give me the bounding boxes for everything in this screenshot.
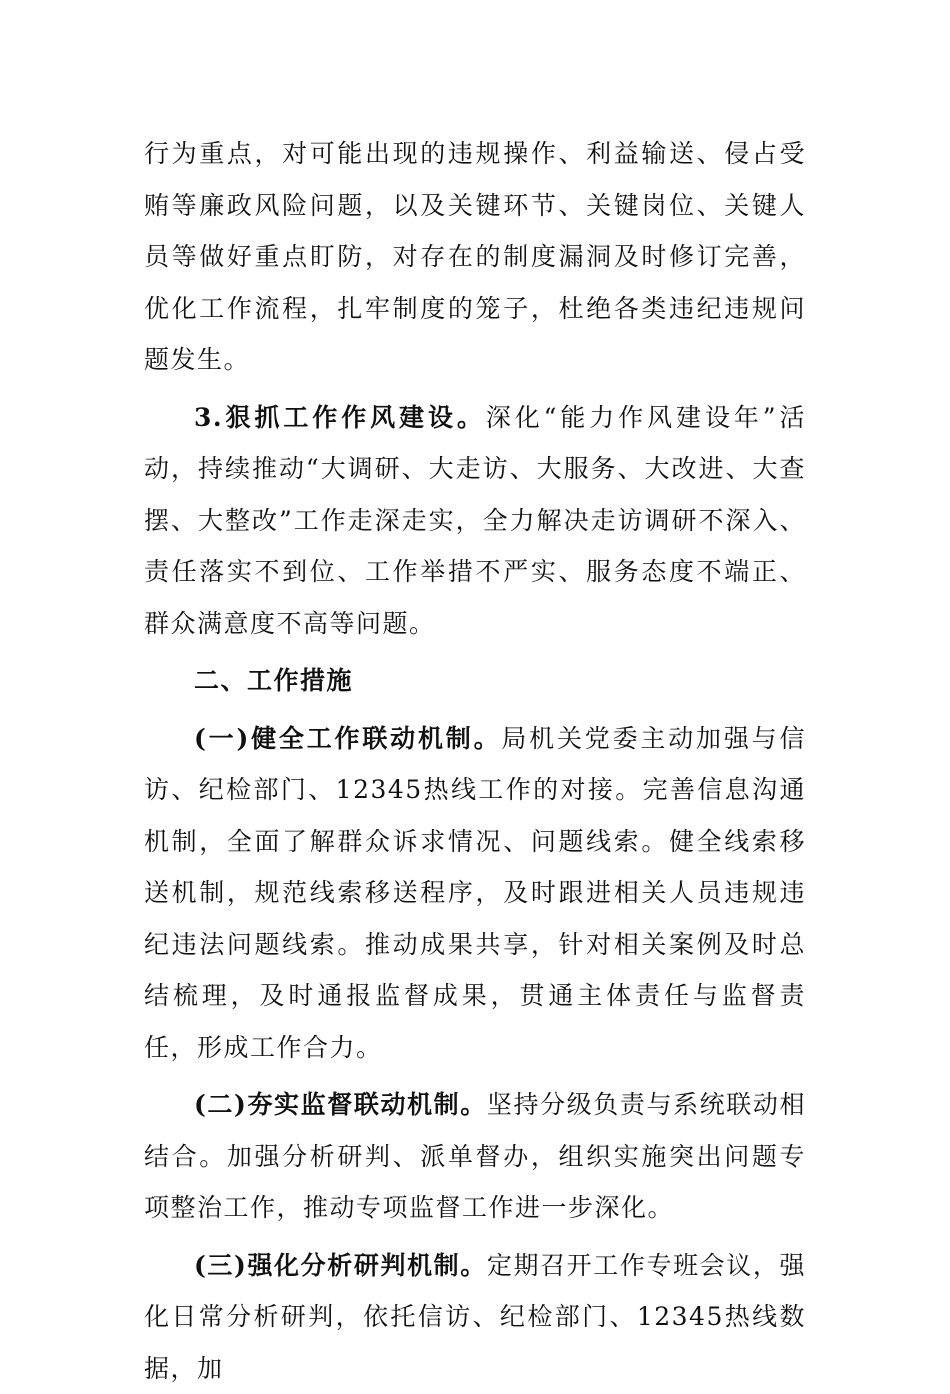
section-heading-measures: 二、工作措施 xyxy=(144,655,806,707)
item-3-text: 深化“能力作风建设年”活动，持续推动“大调研、大走访、大服务、大改进、大查摆、大整改”工作走深走实，全力解决走访调研不深入、责任落实不到位、工作举措不严实、服务态度不端正、群众满意度不高等问题。 xyxy=(144,403,806,638)
measure-3-lead: (三)强化分析研判机制。 xyxy=(194,1251,487,1280)
paragraph-measure-3 xyxy=(144,1240,806,1394)
paragraph-continuation: 行为重点，对可能出现的违规操作、利益输送、侵占受贿等廉政风险问题，以及关键环节、关键岗位、关键人员等做好重点盯防，对存在的制度漏洞及时修订完善，优化工作流程，扎牢制度的笼子，杜绝各类违纪违规问题发生。 xyxy=(144,128,806,386)
measure-2-lead: (二)夯实监督联动机制。 xyxy=(194,1090,487,1119)
paragraph-measure-1 xyxy=(144,713,806,1074)
document-body xyxy=(144,128,806,1394)
measure-2-text: 坚持分级负责与系统联动相结合。加强分析研判、派单督办，组织实施突出问题专项整治工作，推动专项监督工作进一步深化。 xyxy=(144,1090,806,1222)
measure-3-text: 定期召开工作专班会议，强化日常分析研判，依托信访、纪检部门、12345热线数据，加 xyxy=(144,1251,806,1383)
measure-1-text: 局机关党委主动加强与信访、纪检部门、12345热线工作的对接。完善信息沟通机制，全面了解群众诉求情况、问题线索。健全线索移送机制，规范线索移送程序，及时跟进相关人员违规违纪违法问题线索。推动成果共享，针对相关案例及时总结梳理，及时通报监督成果，贯通主体责任与监督责任，形成工作合力。 xyxy=(144,724,806,1062)
paragraph-measure-2 xyxy=(144,1079,806,1234)
measure-1-lead: (一)健全工作联动机制。 xyxy=(194,724,501,753)
paragraph-item-3 xyxy=(144,392,806,650)
item-3-lead: 3.狠抓工作作风建设。 xyxy=(194,403,486,432)
